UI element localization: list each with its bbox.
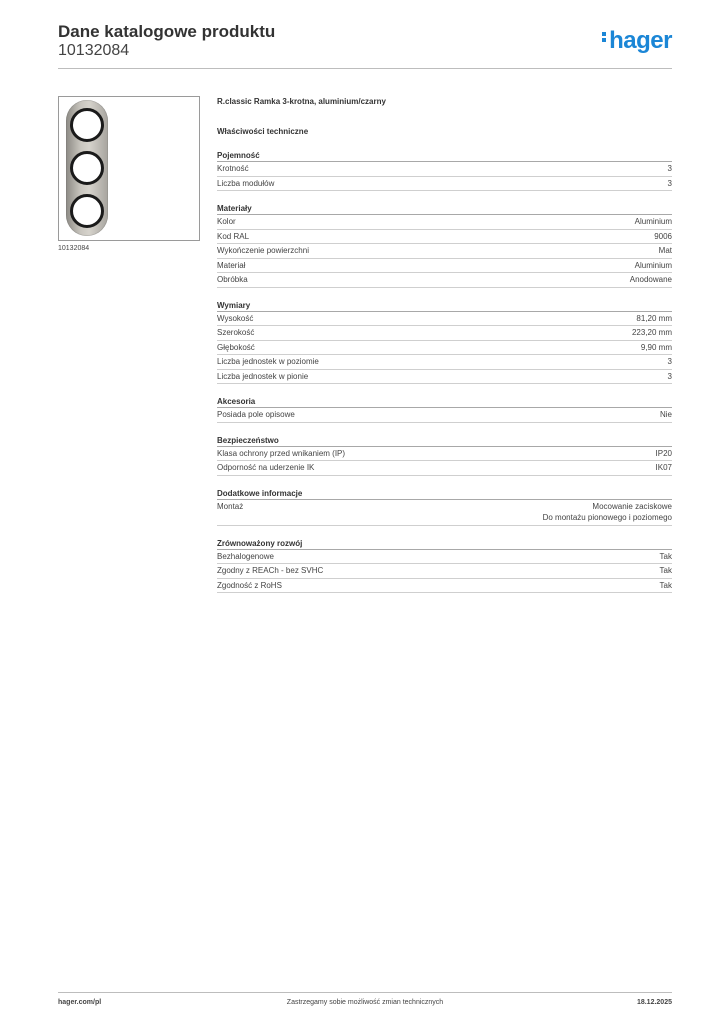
footer-date: 18.12.2025 [636,999,672,1006]
page-header [58,22,672,69]
spec-label: Zgodny z REACh - bez SVHC [217,566,324,575]
spec-label: Krotność [217,164,249,173]
logo-dots-icon [602,30,607,44]
header-divider [58,68,672,69]
spec-row [217,230,672,245]
spec-label: Kod RAL [217,231,250,241]
spec-group [217,538,672,594]
footer-divider [58,992,672,993]
spec-value: Anodowane [629,275,672,284]
spec-row [217,341,672,356]
spec-label: Liczba jednostek w poziomie [217,357,319,366]
spec-value: Tak [659,566,672,575]
spec-row [217,326,672,341]
spec-value: Tak [659,551,672,561]
footer-website: hager.com/pl [58,999,102,1006]
spec-row [217,177,672,192]
spec-group-title: Zrównoważony rozwój [217,538,672,550]
spec-row [217,273,672,288]
spec-value: 9,90 mm [640,342,672,352]
spec-label: Liczba jednostek w pionie [217,371,309,381]
spec-row [217,215,672,230]
spec-label: Liczba modułów [217,178,275,188]
spec-value: IP20 [655,448,672,458]
spec-value: 3 [667,371,672,381]
spec-group-title: Akcesoria [217,396,672,408]
triple-frame-icon [66,100,108,236]
spec-value: 3 [667,357,672,366]
spec-value: Aluminium [634,260,672,270]
spec-label: Posiada pole opisowe [217,410,295,419]
spec-group-title: Dodatkowe informacje [217,488,672,500]
spec-group [217,203,672,288]
spec-value: Nie [659,410,672,419]
spec-group-title: Materiały [217,203,672,215]
spec-row [217,355,672,370]
spec-label: Montaż [217,501,244,511]
spec-value: Mocowanie zaciskowe Do montażu pionowego i poziomego [542,501,672,522]
spec-group [217,150,672,191]
product-name: R.classic Ramka 3-krotna, aluminium/czarny [217,97,386,106]
spec-row [217,579,672,594]
spec-row [217,312,672,327]
spec-label: Głębokość [217,342,255,352]
spec-group-title: Wymiary [217,300,672,312]
spec-row [217,259,672,274]
footer-disclaimer: Zastrzegamy sobie możliwość zmian technicznych [286,999,444,1006]
spec-value: Mat [658,246,672,255]
spec-row [217,162,672,177]
product-image [58,96,200,241]
spec-label: Odporność na uderzenie IK [217,463,315,472]
spec-value: Aluminium [634,217,672,226]
spec-label: Klasa ochrony przed wnikaniem (IP) [217,448,346,458]
specification-content [217,96,672,593]
spec-value: 81,20 mm [636,313,672,323]
section-title: Właściwości techniczne [217,127,309,136]
spec-row [217,550,672,565]
spec-groups [217,150,672,593]
spec-row [217,564,672,579]
spec-row [217,408,672,423]
spec-value: 3 [667,164,672,173]
spec-row [217,244,672,259]
spec-row [217,447,672,462]
document-title: Dane katalogowe produktu [58,22,276,41]
spec-label: Bezhalogenowe [217,551,274,561]
document-number: 10132084 [58,42,130,59]
spec-row [217,500,672,526]
image-caption: 10132084 [58,245,90,252]
spec-value: Tak [659,580,672,590]
spec-value: 223,20 mm [631,328,672,337]
spec-group-title: Pojemność [217,150,672,162]
spec-group [217,488,672,526]
spec-label: Wykończenie powierzchni [217,246,309,255]
spec-value: 9006 [654,231,672,241]
spec-row [217,370,672,385]
spec-label: Wysokość [217,313,254,323]
spec-row [217,461,672,476]
spec-label: Kolor [217,217,236,226]
spec-label: Zgodność z RoHS [217,580,282,590]
spec-label: Materiał [217,260,246,270]
spec-group [217,396,672,423]
spec-group [217,435,672,476]
spec-label: Obróbka [217,275,248,284]
spec-value: IK07 [655,463,672,472]
hager-logo: hager [602,27,672,55]
spec-label: Szerokość [217,328,255,337]
spec-value: 3 [667,178,672,188]
spec-group [217,300,672,385]
spec-group-title: Bezpieczeństwo [217,435,672,447]
